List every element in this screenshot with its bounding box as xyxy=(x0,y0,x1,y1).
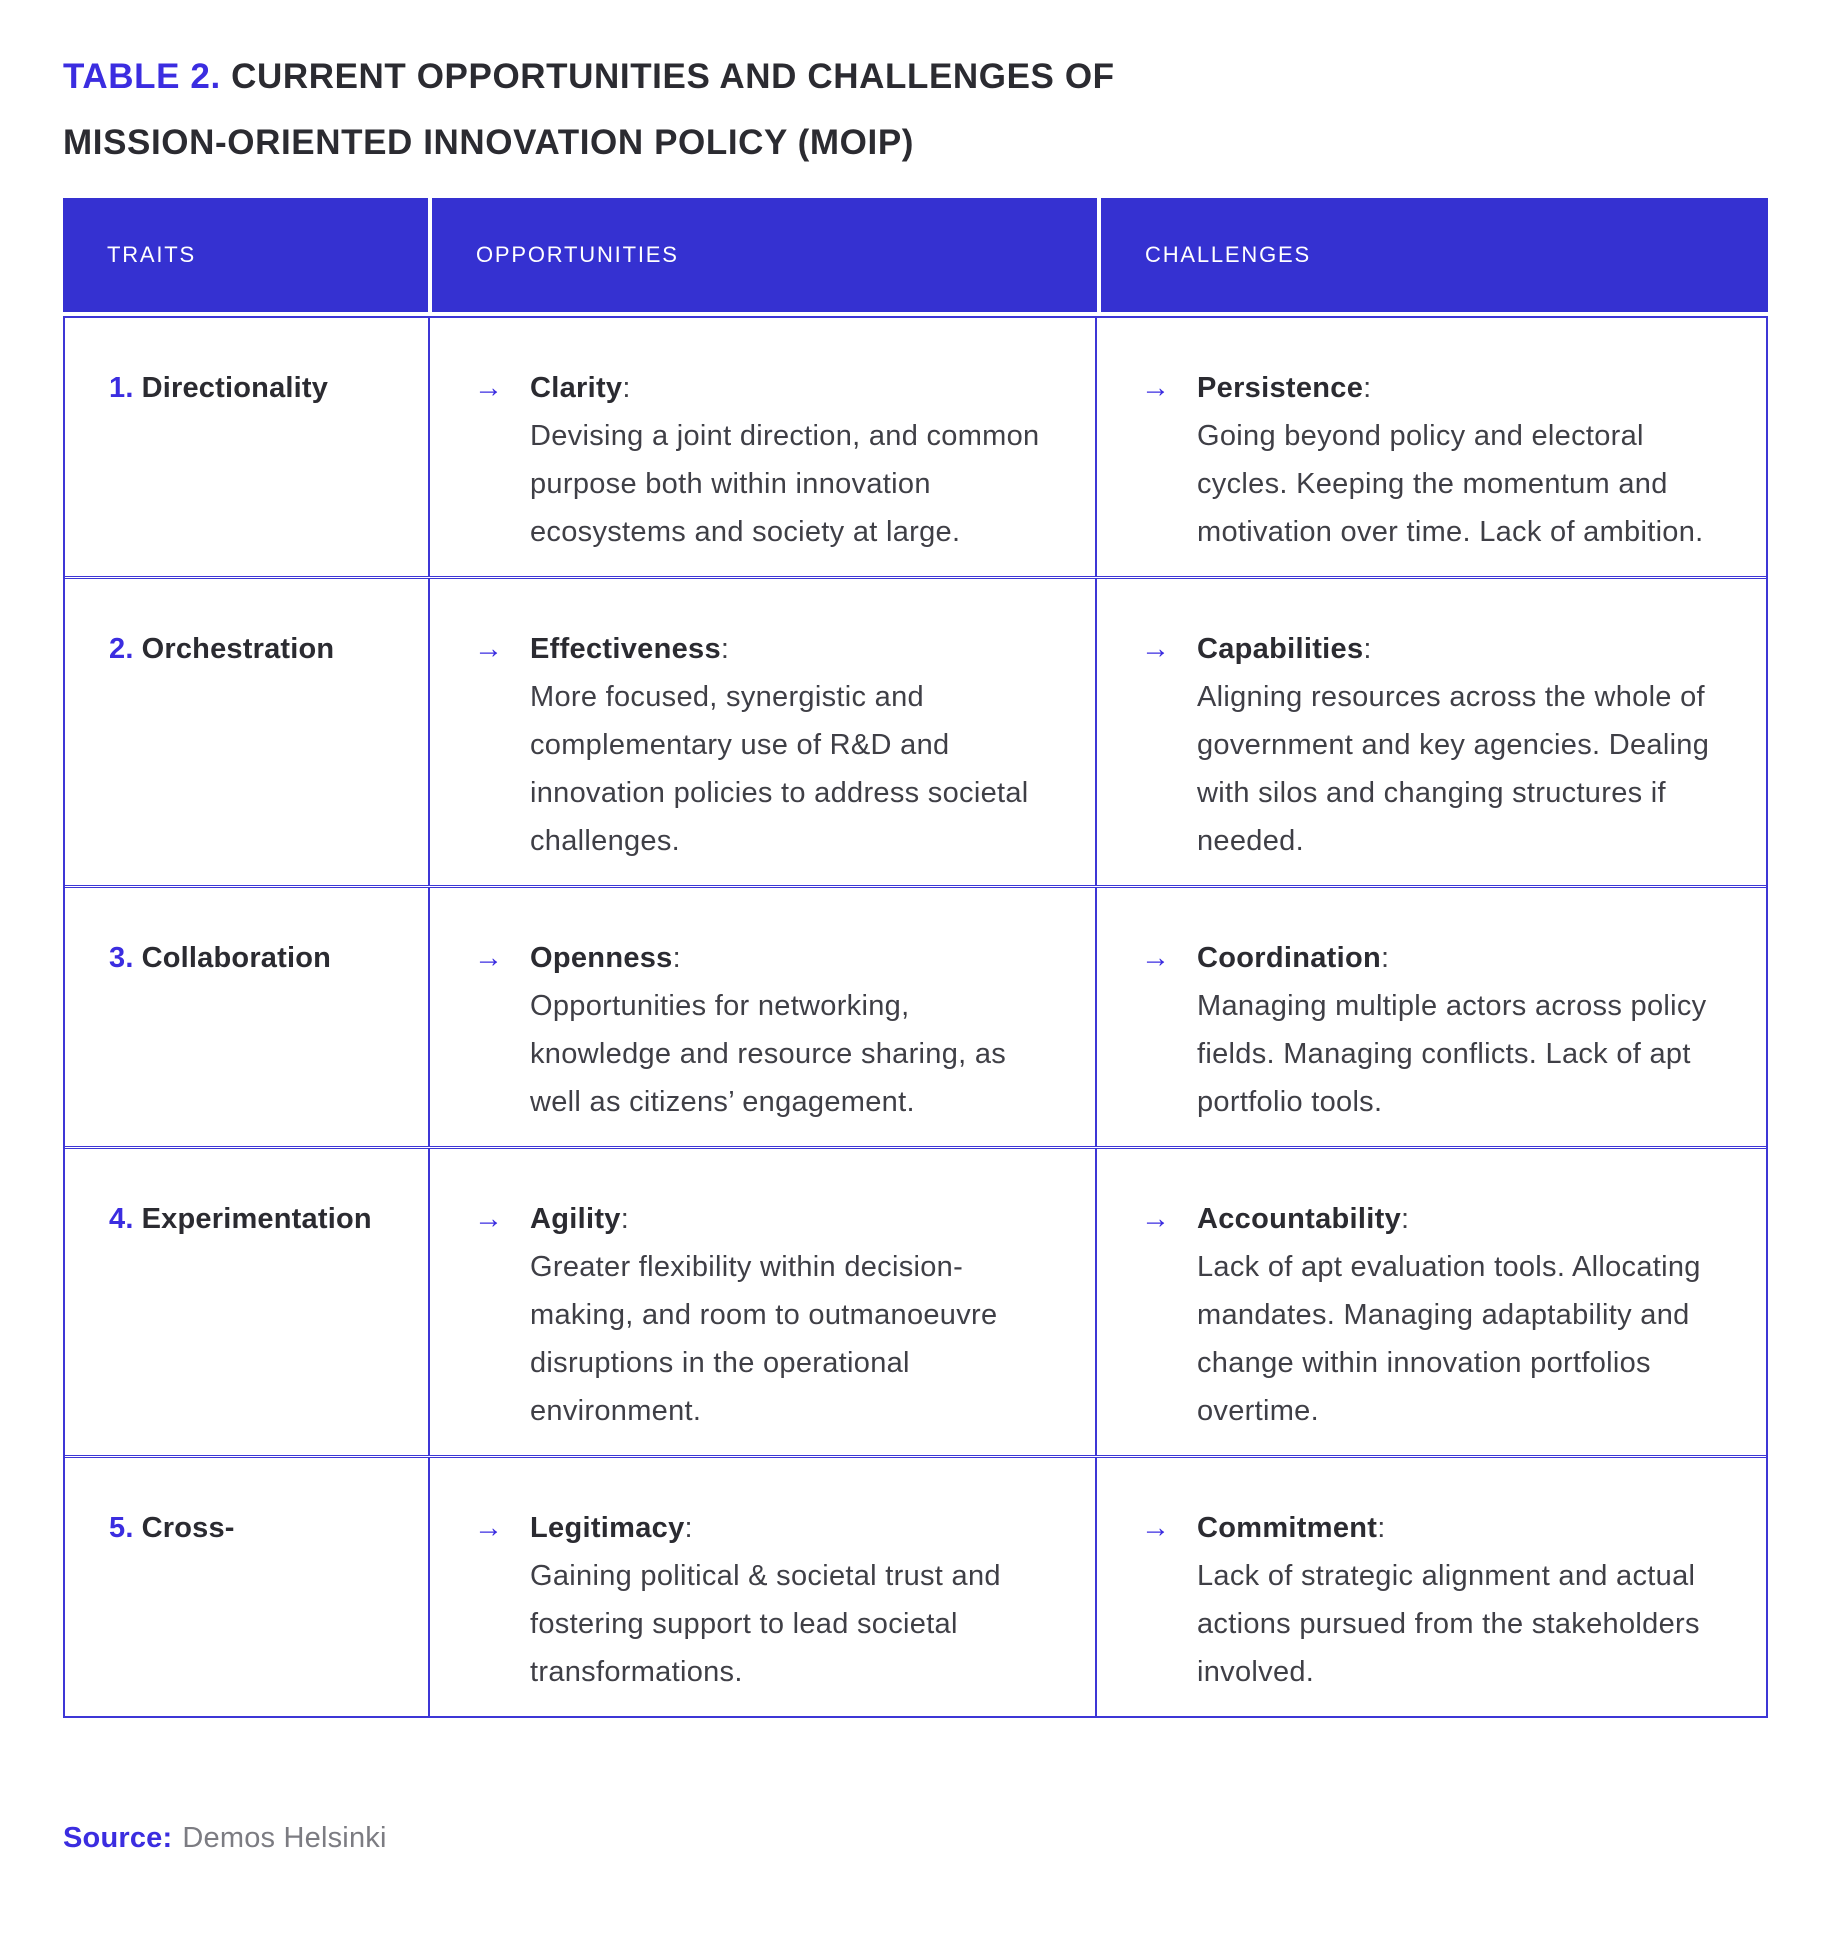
header-cell-traits: TRAITS xyxy=(63,198,428,312)
colon: : xyxy=(1377,1512,1386,1544)
opportunity-text xyxy=(530,934,1058,1126)
colon: : xyxy=(1381,942,1390,974)
trait-cell xyxy=(65,1149,430,1455)
challenge-description: Lack of apt evaluation tools. Allocating mandates. Managing adaptability and change within innovation portfolios overtime. xyxy=(1197,1251,1701,1427)
colon: : xyxy=(622,372,631,404)
challenge-cell xyxy=(1097,888,1766,1146)
arrow-right-icon: → xyxy=(1141,633,1170,665)
trait-name: Collaboration xyxy=(141,942,332,974)
trait-name: Experimentation xyxy=(141,1203,372,1235)
moip-table xyxy=(63,198,1768,1718)
opportunity-term: Agility xyxy=(530,1203,621,1235)
challenge-entry xyxy=(1141,934,1730,1126)
arrow-right-icon: → xyxy=(474,633,503,665)
trait-name: Cross- xyxy=(141,1512,235,1544)
opportunity-text xyxy=(530,1195,1058,1435)
trait-number: 2. xyxy=(109,633,134,665)
colon: : xyxy=(672,942,681,974)
table-row xyxy=(65,1455,1766,1716)
opportunity-term: Openness xyxy=(530,942,673,974)
trait-number: 3. xyxy=(109,942,134,974)
trait-name: Directionality xyxy=(141,372,329,404)
challenge-cell xyxy=(1097,318,1766,576)
opportunity-term: Effectiveness xyxy=(530,633,721,665)
opportunity-description: Greater flexibility within decision-making, and room to outmanoeuvre disruptions in the operational environment. xyxy=(530,1251,998,1427)
source-label: Source: xyxy=(63,1822,173,1854)
challenge-entry xyxy=(1141,364,1730,556)
challenge-description: Aligning resources across the whole of government and key agencies. Dealing with silos and changing structures if needed. xyxy=(1197,681,1710,857)
challenge-entry xyxy=(1141,625,1730,865)
table-body xyxy=(63,316,1768,1718)
arrow-right-icon: → xyxy=(474,1512,503,1544)
table-header-row xyxy=(63,198,1768,312)
colon: : xyxy=(1401,1203,1410,1235)
opportunity-entry xyxy=(474,934,1059,1126)
table-title-text: CURRENT OPPORTUNITIES AND CHALLENGES OF MISSION-ORIENTED INNOVATION POLICY (MOIP) xyxy=(63,57,1115,162)
header-cell-opportunities: OPPORTUNITIES xyxy=(432,198,1097,312)
challenge-text xyxy=(1197,934,1725,1126)
challenge-entry xyxy=(1141,1195,1730,1435)
arrow-right-icon: → xyxy=(474,942,503,974)
colon: : xyxy=(1363,372,1372,404)
table-row xyxy=(65,885,1766,1146)
challenge-term: Accountability xyxy=(1197,1203,1401,1235)
table-row xyxy=(65,318,1766,576)
challenge-text xyxy=(1197,1504,1725,1696)
colon: : xyxy=(1363,633,1372,665)
challenge-cell xyxy=(1097,1149,1766,1455)
trait-number: 1. xyxy=(109,372,134,404)
challenge-text xyxy=(1197,364,1725,556)
challenge-term: Capabilities xyxy=(1197,633,1364,665)
trait-number: 5. xyxy=(109,1512,134,1544)
trait-cell xyxy=(65,579,430,885)
colon: : xyxy=(720,633,730,665)
opportunity-cell xyxy=(430,579,1097,885)
arrow-right-icon: → xyxy=(1141,942,1170,974)
opportunity-term: Legitimacy xyxy=(530,1512,685,1544)
challenge-cell xyxy=(1097,579,1766,885)
table-row xyxy=(65,576,1766,885)
trait-name: Orchestration xyxy=(141,633,335,665)
arrow-right-icon: → xyxy=(474,372,503,404)
challenge-entry xyxy=(1141,1504,1730,1696)
challenge-cell xyxy=(1097,1458,1766,1716)
opportunity-description: Opportunities for networking, knowledge and resource sharing, as well as citizens’ engagement. xyxy=(530,990,1007,1118)
opportunity-cell xyxy=(430,1149,1097,1455)
page-title xyxy=(63,44,1213,176)
table-number-label: TABLE 2. xyxy=(63,57,221,96)
colon: : xyxy=(620,1203,630,1235)
opportunity-cell xyxy=(430,318,1097,576)
opportunity-description: Gaining political & societal trust and fostering support to lead societal transformations. xyxy=(530,1560,1001,1688)
table-row xyxy=(65,1146,1766,1455)
source-line xyxy=(63,1822,1768,1855)
arrow-right-icon: → xyxy=(1141,1203,1170,1235)
opportunity-cell xyxy=(430,888,1097,1146)
trait-cell xyxy=(65,888,430,1146)
challenge-description: Lack of strategic alignment and actual actions pursued from the stakeholders involved. xyxy=(1197,1560,1700,1688)
header-cell-challenges: CHALLENGES xyxy=(1101,198,1768,312)
opportunity-cell xyxy=(430,1458,1097,1716)
opportunity-text xyxy=(530,625,1058,865)
opportunity-entry xyxy=(474,1504,1059,1696)
challenge-description: Managing multiple actors across policy fields. Managing conflicts. Lack of apt portfolio tools. xyxy=(1197,990,1707,1118)
challenge-description: Going beyond policy and electoral cycles. Keeping the momentum and motivation over time. Lack of ambition. xyxy=(1197,420,1704,548)
opportunity-description: Devising a joint direction, and common purpose both within innovation ecosystems and society at large. xyxy=(530,420,1040,548)
opportunity-entry xyxy=(474,625,1059,865)
challenge-text xyxy=(1197,1195,1725,1435)
opportunity-text xyxy=(530,364,1058,556)
source-text: Demos Helsinki xyxy=(182,1822,387,1854)
trait-number: 4. xyxy=(109,1203,134,1235)
colon: : xyxy=(684,1512,693,1544)
arrow-right-icon: → xyxy=(1141,1512,1170,1544)
trait-cell xyxy=(65,1458,430,1716)
opportunity-entry xyxy=(474,1195,1059,1435)
challenge-text xyxy=(1197,625,1725,865)
challenge-term: Persistence xyxy=(1197,372,1364,404)
arrow-right-icon: → xyxy=(1141,372,1170,404)
trait-cell xyxy=(65,318,430,576)
opportunity-term: Clarity xyxy=(530,372,623,404)
challenge-term: Commitment xyxy=(1197,1512,1378,1544)
challenge-term: Coordination xyxy=(1197,942,1382,974)
arrow-right-icon: → xyxy=(474,1203,503,1235)
opportunity-text xyxy=(530,1504,1058,1696)
opportunity-description: More focused, synergistic and complementary use of R&D and innovation policies to address societal challenges. xyxy=(530,681,1029,857)
opportunity-entry xyxy=(474,364,1059,556)
